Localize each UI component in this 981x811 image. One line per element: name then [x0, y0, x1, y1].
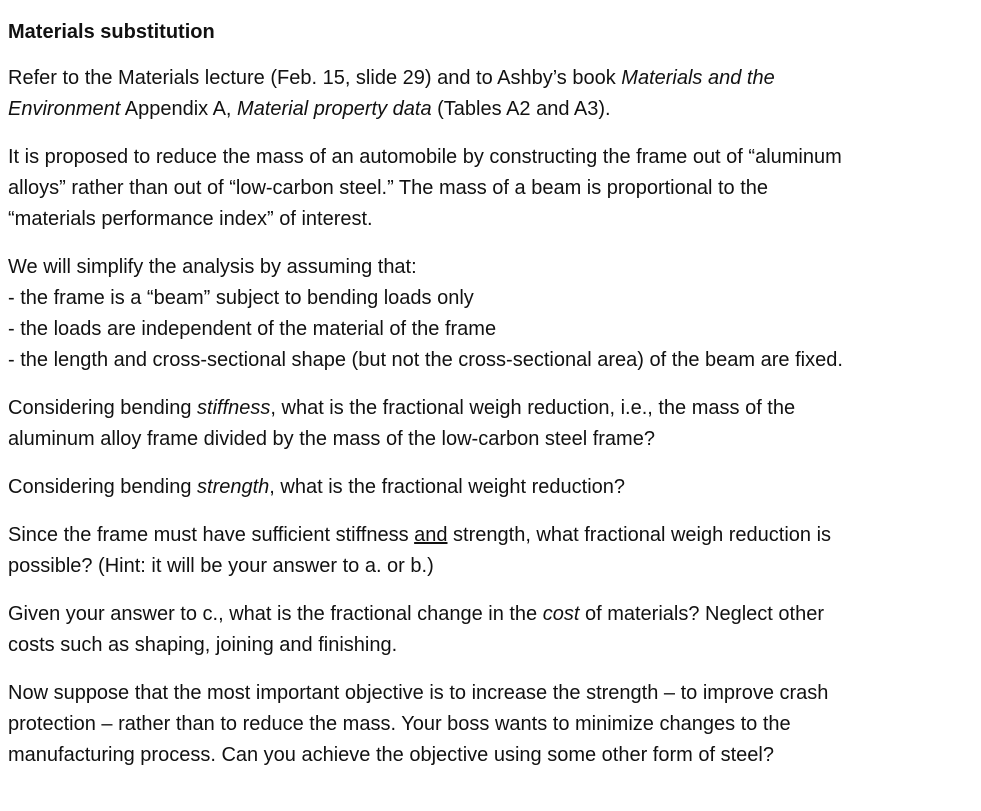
book-title-part-1: Materials and the	[621, 67, 775, 89]
intro-line-1	[8, 63, 981, 94]
emphasis-stiffness: stiffness	[197, 397, 271, 419]
assumption-item: - the loads are independent of the material of the frame	[8, 318, 497, 340]
assumption-item: - the frame is a “beam” subject to bending loads only	[8, 287, 474, 309]
proposal-line-1: It is proposed to reduce the mass of an automobile by constructing the frame out of “aluminum	[8, 146, 842, 168]
question-text: of materials? Neglect other	[579, 603, 824, 625]
assumptions-paragraph	[8, 252, 981, 376]
assumptions-intro: We will simplify the analysis by assuming that:	[8, 256, 417, 278]
question-text: Since the frame must have sufficient stiffness	[8, 524, 415, 546]
page-title: Materials substitution	[8, 21, 215, 43]
question-text: Considering bending	[8, 397, 198, 419]
question-a-paragraph	[8, 393, 981, 455]
question-e-line-3: manufacturing process. Can you achieve the objective using some other form of steel?	[8, 744, 774, 766]
question-a-line-1	[8, 393, 981, 424]
question-e-paragraph	[8, 678, 981, 771]
question-text: , what is the fractional weigh reduction, i.e., the mass of the	[270, 397, 796, 419]
question-a-line-2: aluminum alloy frame divided by the mass of the low-carbon steel frame?	[8, 428, 655, 450]
intro-text: (Tables A2 and A3).	[431, 98, 611, 120]
question-c-paragraph	[8, 520, 981, 582]
underlined-and: and	[414, 524, 448, 546]
intro-line-2	[8, 94, 981, 125]
question-d-line-2: costs such as shaping, joining and finishing.	[8, 634, 398, 656]
question-c-line-2: possible? (Hint: it will be your answer to a. or b.)	[8, 555, 434, 577]
question-text: strength, what fractional weigh reduction is	[447, 524, 832, 546]
question-text: Considering bending	[8, 476, 198, 498]
intro-text: Appendix A,	[120, 98, 238, 120]
proposal-line-2: alloys” rather than out of “low-carbon steel.” The mass of a beam is proportional to the	[8, 177, 769, 199]
intro-text: Refer to the Materials lecture (Feb. 15, slide 29) and to Ashby’s book	[8, 67, 622, 89]
appendix-title: Material property data	[237, 98, 432, 120]
question-e-line-1: Now suppose that the most important objective is to increase the strength – to improve crash	[8, 682, 829, 704]
emphasis-cost: cost	[542, 603, 580, 625]
question-text: , what is the fractional weight reduction?	[269, 476, 626, 498]
assumption-item: - the length and cross-sectional shape (but not the cross-sectional area) of the beam are fixed.	[8, 349, 843, 371]
question-e-line-2: protection – rather than to reduce the mass. Your boss wants to minimize changes to the	[8, 713, 791, 735]
question-text: Given your answer to c., what is the fractional change in the	[8, 603, 543, 625]
question-d-line-1	[8, 599, 981, 630]
question-b-paragraph	[8, 472, 981, 503]
question-b-line-1	[8, 472, 981, 503]
proposal-paragraph	[8, 142, 981, 235]
question-c-line-1	[8, 520, 981, 551]
intro-paragraph	[8, 63, 981, 125]
proposal-line-3: “materials performance index” of interest.	[8, 208, 373, 230]
book-title-part-2: Environment	[8, 98, 121, 120]
question-d-paragraph	[8, 599, 981, 661]
emphasis-strength: strength	[197, 476, 270, 498]
